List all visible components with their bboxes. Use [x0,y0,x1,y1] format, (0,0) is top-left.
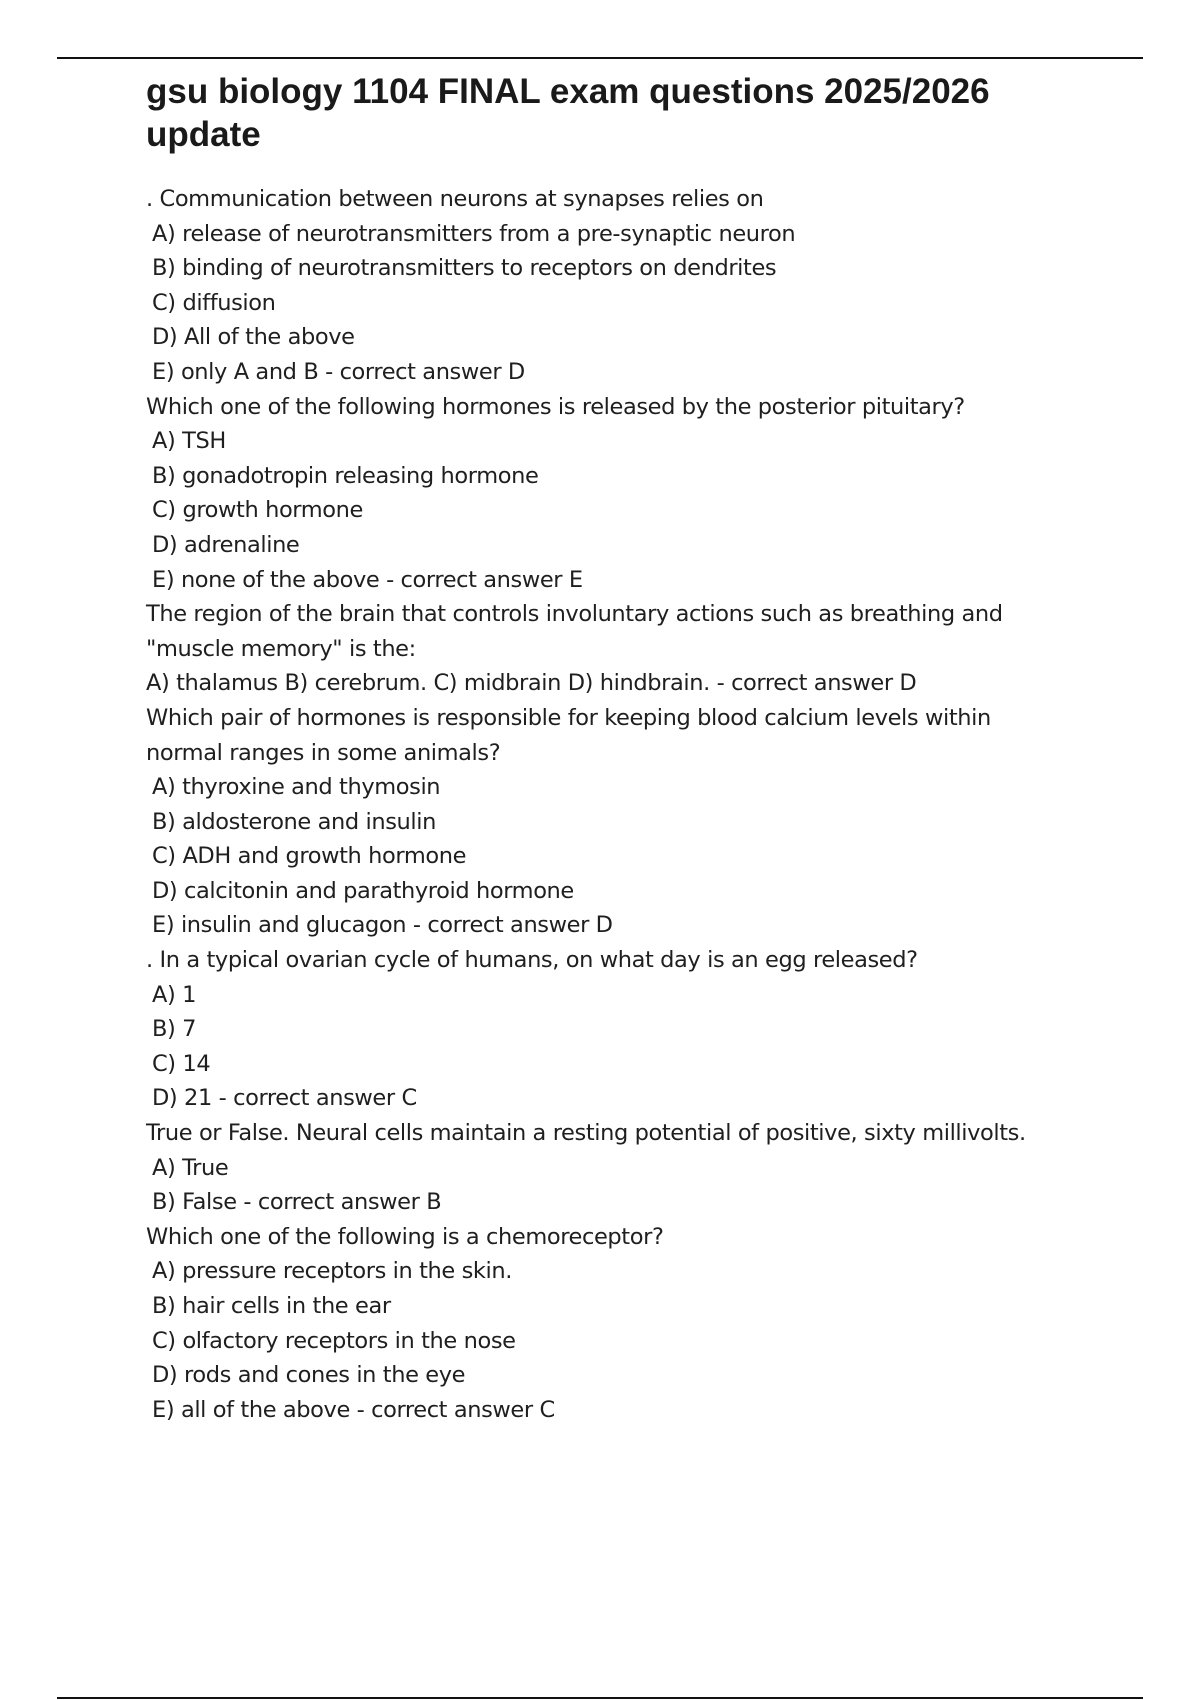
answer-option: D) 21 - correct answer C [152,1085,417,1112]
answer-option: B) False - correct answer B [152,1189,442,1216]
answer-option: B) gonadotropin releasing hormone [152,462,539,489]
answer-option: E) only A and B - correct answer D [152,358,525,385]
document-title [146,70,1146,156]
question-text: The region of the brain that controls involuntary actions such as breathing and [146,601,1003,628]
answer-option: A) TSH [152,428,226,455]
answer-option: C) diffusion [152,289,276,316]
title-line-1: gsu biology 1104 FINAL exam questions 2025/2026 [146,72,990,111]
answer-option: C) growth hormone [152,497,363,524]
question-text: Which pair of hormones is responsible for keeping blood calcium levels within [146,704,991,731]
answer-option: C) ADH and growth hormone [152,843,467,870]
answer-option: B) binding of neurotransmitters to receptors on dendrites [152,255,777,282]
question-text: A) thalamus B) cerebrum. C) midbrain D) hindbrain. - correct answer D [146,670,917,697]
answer-option: D) rods and cones in the eye [152,1362,466,1389]
answer-option: B) hair cells in the ear [152,1293,391,1319]
answer-option: D) adrenaline [152,531,300,558]
question-text: Which one of the following is a chemoreceptor? [146,1223,664,1250]
question-text: "muscle memory" is the: [146,635,416,662]
answer-option: A) 1 [152,981,197,1008]
question-text: . In a typical ovarian cycle of humans, on what day is an egg released? [146,947,918,974]
answer-option: E) none of the above - correct answer E [152,566,583,593]
question-text: normal ranges in some animals? [146,739,501,766]
answer-option: A) True [152,1154,229,1181]
answer-option: B) 7 [152,1016,197,1043]
answer-option: C) 14 [152,1050,211,1077]
answer-option: E) insulin and glucagon - correct answer D [152,912,613,939]
question-text: True or False. Neural cells maintain a resting potential of positive, sixty millivolts. [146,1120,1026,1147]
answer-option: C) olfactory receptors in the nose [152,1327,516,1354]
top-rule [57,57,1143,59]
document-body [146,70,1146,1427]
answer-option: D) All of the above [152,324,355,351]
answer-option: D) calcitonin and parathyroid hormone [152,877,574,904]
answer-option: A) release of neurotransmitters from a pre-synaptic neuron [152,220,796,247]
answer-option: A) pressure receptors in the skin. [152,1258,513,1285]
answer-option: E) all of the above - correct answer C [152,1396,555,1423]
question-text: Which one of the following hormones is released by the posterior pituitary? [146,393,965,420]
answer-option: B) aldosterone and insulin [152,808,436,835]
question-list [146,182,1146,1427]
answer-option: A) thyroxine and thymosin [152,774,441,801]
question-text: . Communication between neurons at synapses relies on [146,186,764,212]
title-line-2: update [146,115,261,154]
bottom-rule [57,1697,1143,1699]
